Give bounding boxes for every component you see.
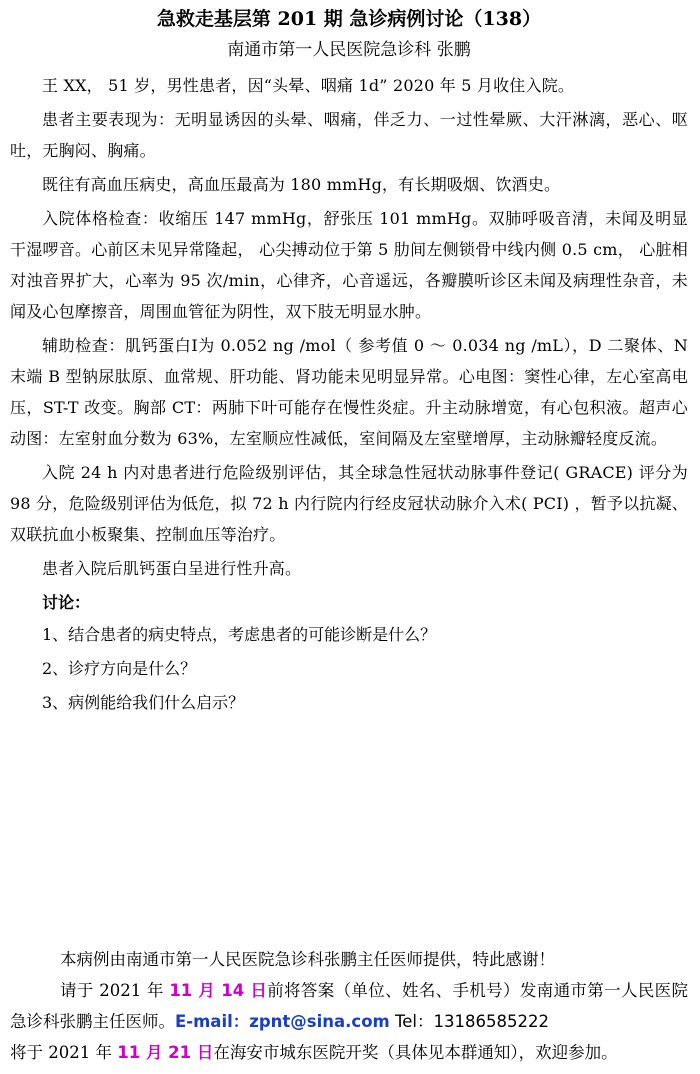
author-line: 南通市第一人民医院急诊科 张鹏 (227, 40, 471, 60)
footer-notice (10, 944, 688, 1068)
award-date: 11 月 21 日 (117, 1043, 214, 1062)
physical-exam: 入院体格检查：收缩压 147 mmHg，舒张压 101 mmHg。双肺呼吸音清，未闻及明显干湿啰音。心前区未见异常隆起， 心尖搏动位于第 5 肋间左侧锁骨中线内侧 0.5 cm， 心脏相对浊音界扩大，心率为 95 次/min，心律齐，心音遥远，各瓣膜听诊区未闻及病理性杂音，未闻及心包摩擦音，周围血管征为阴性，双下肢无明显水肿。 (10, 209, 688, 321)
discussion-question: 3、病例能给我们什么启示？ (42, 693, 245, 712)
auxiliary-exam: 辅助检查：肌钙蛋白Ⅰ为 0.052 ng /mol（ 参考值 0 ～ 0.034 ng /mL），D 二聚体、N 末端 B 型钠尿肽原、血常规、肝功能、肾功能未见明显异常。心电图：窦性心律，左心室高电压，ST-T 改变。胸部 CT：两肺下叶可能存在慢性炎症。升主动脉增宽，有心包积液。超声心动图：左室射血分数为 63%，左室顺应性减低，室间隔及左室壁增厚，主动脉瓣轻度反流。 (10, 336, 688, 448)
award-line (10, 1037, 688, 1068)
submit-prefix: 请于 2021 年 (60, 981, 170, 1000)
discussion-heading: 讨论： (42, 593, 91, 612)
phone-number: Tel：13186585222 (389, 1012, 549, 1031)
award-details: 在海安市城东医院开奖（具体见本群通知），欢迎参加。 (213, 1043, 618, 1062)
thanks-line: 本病例由南通市第一人民医院急诊科张鹏主任医师提供，特此感谢！ (60, 950, 555, 969)
discussion-question: 1、结合患者的病史特点，考虑患者的可能诊断是什么？ (42, 625, 437, 644)
award-prefix: 将于 2021 年 (10, 1043, 118, 1062)
submission-line (10, 975, 688, 1037)
chief-complaint: 患者主要表现为：无明显诱因的头晕、咽痛，伴乏力、一过性晕厥、大汗淋漓，恶心、呕吐，无胸闷、胸痛。 (10, 110, 688, 160)
discussion-question: 2、诊疗方向是什么？ (42, 659, 197, 678)
submit-instructions: 前将答案（单位、姓名、手机号）发南通市第一人民医院急诊科张鹏主任医师。 (10, 981, 689, 1031)
risk-assessment: 入院 24 h 内对患者进行危险级别评估，其全球急性冠状动脉事件登记( GRACE) 评分为 98 分，危险级别评估为低危，拟 72 h 内行院内行经皮冠状动脉介入术( PCI) ，暂予以抗凝、双联抗血小板聚集、控制血压等治疗。 (10, 463, 688, 544)
email-link[interactable]: E-mail：zpnt@sina.com (175, 1012, 390, 1031)
submit-deadline: 11 月 14 日 (169, 981, 268, 1000)
past-history: 既往有高血压病史，高血压最高为 180 mmHg，有长期吸烟、饮酒史。 (42, 175, 561, 194)
page-title: 急救走基层第 201 期 急诊病例讨论（138） (156, 8, 542, 30)
case-intro: 王 XX， 51 岁，男性患者，因“头晕、咽痛 1d” 2020 年 5 月收住入院。 (42, 76, 575, 95)
troponin-course: 患者入院后肌钙蛋白呈进行性升高。 (42, 559, 302, 578)
